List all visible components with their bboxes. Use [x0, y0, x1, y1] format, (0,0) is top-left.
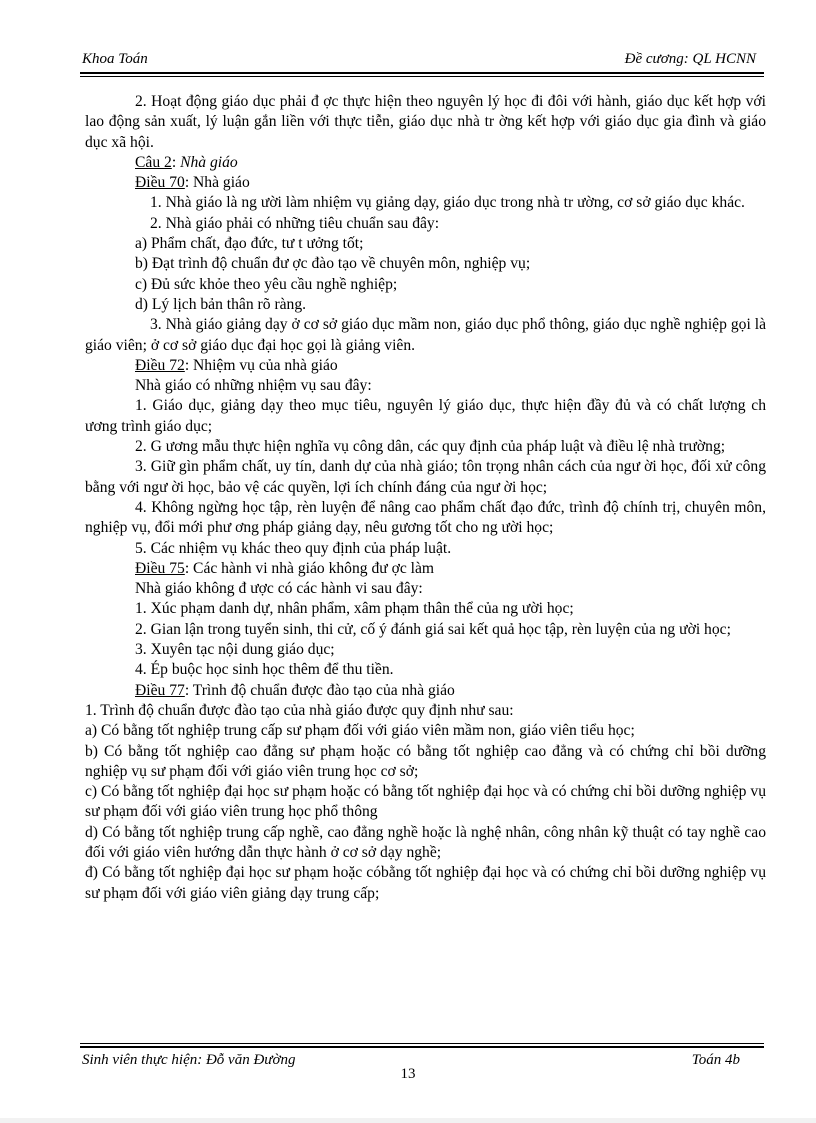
list-item: đ) Có bằng tốt nghiệp đại học sư phạm hoặc cóbằng tốt nghiệp đại học và có chứng chỉ bồi dưỡng nghiệp vụ sư phạm đối với giáo viên giảng dạy trung cấp; [85, 864, 766, 902]
heading-separator: : [171, 153, 181, 171]
page-header [80, 49, 764, 71]
list-item: c) Có bằng tốt nghiệp đại học sư phạm hoặc có bằng tốt nghiệp đại học và có chứng chỉ bồi dưỡng nghiệp vụ sư phạm đối với giáo viên trung học phổ thông [85, 783, 766, 821]
paragraph: 3. Nhà giáo giảng dạy ở cơ sở giáo dục mầm non, giáo dục phổ thông, giáo dục nghề nghiệp gọi là giáo viên; ở cơ sở giáo dục đại học gọi là giảng viên. [85, 316, 766, 354]
list-item: a) Phẩm chất, đạo đức, tư t ưởng tốt; [135, 235, 364, 253]
paragraph: 2. G ương mẫu thực hiện nghĩa vụ công dân, các quy định của pháp luật và điều lệ nhà trường; [135, 438, 726, 456]
list-item: d) Lý lịch bản thân rõ ràng. [135, 295, 307, 313]
list-item: 3. Xuyên tạc nội dung giáo dục; [135, 641, 335, 659]
article-title: : Các hành vi nhà giáo không đư ợc làm [184, 559, 435, 577]
article-label: Điều 72 [135, 356, 185, 374]
header-rule-thick [80, 72, 764, 74]
header-course-title: Đề cương: QL HCNN [624, 51, 756, 67]
document-body [85, 92, 766, 904]
heading-title: Nhà giáo [180, 153, 238, 171]
section-heading-cau-2 [85, 153, 766, 173]
article-heading-77 [85, 681, 766, 701]
article-title: : Trình độ chuẩn được đào tạo của nhà giáo [184, 681, 455, 699]
paragraph: 5. Các nhiệm vụ khác theo quy định của pháp luật. [135, 539, 452, 557]
paragraph: 2. Nhà giáo phải có những tiêu chuẩn sau đây: [150, 214, 440, 232]
list-item: 1. Xúc phạm danh dự, nhân phẩm, xâm phạm thân thể của ng ười học; [135, 600, 574, 618]
article-label: Điều 70 [135, 174, 185, 192]
paragraph: 1. Nhà giáo là ng ười làm nhiệm vụ giảng dạy, giáo dục trong nhà tr ường, cơ sở giáo dục khác. [150, 194, 745, 212]
header-department: Khoa Toán [82, 51, 148, 67]
article-heading-72 [85, 356, 766, 376]
list-item: b) Có bằng tốt nghiệp cao đẳng sư phạm hoặc có bằng tốt nghiệp cao đẳng và có chứng chỉ bồi dưỡng nghiệp vụ sư phạm đối với giáo viên trung học cơ sở; [85, 742, 766, 780]
article-title: : Nhiệm vụ của nhà giáo [184, 356, 338, 374]
list-item: a) Có bằng tốt nghiệp trung cấp sư phạm đối với giáo viên mầm non, giáo viên tiểu học; [85, 722, 635, 740]
article-label: Điều 75 [135, 559, 185, 577]
footer-class: Toán 4b [691, 1052, 740, 1068]
paragraph: Nhà giáo có những nhiệm vụ sau đây: [135, 377, 372, 395]
paragraph: 4. Không ngừng học tập, rèn luyện để nâng cao phẩm chất đạo đức, trình độ chính trị, chuyên môn, nghiệp vụ, đổi mới phư ơng pháp giảng dạy, nêu gương tốt cho ng ười học; [85, 498, 766, 537]
article-title: : Nhà giáo [184, 174, 250, 192]
list-item: b) Đạt trình độ chuẩn đư ợc đào tạo về chuyên môn, nghiệp vụ; [135, 255, 531, 273]
article-heading-70 [85, 173, 766, 193]
page-edge [0, 1118, 816, 1123]
page-number: 13 [400, 1066, 416, 1082]
header-rule-thin [80, 76, 764, 77]
article-label: Điều 77 [135, 681, 185, 699]
list-item: 4. Ép buộc học sinh học thêm để thu tiền. [135, 661, 394, 679]
paragraph: 3. Giữ gìn phẩm chất, uy tín, danh dự của nhà giáo; tôn trọng nhân cách của ngư ời học, đối xử công bằng với ngư ời học, bảo vệ các quyền, lợi ích chính đáng của ngư ời học; [85, 458, 766, 496]
footer-rule-thin [80, 1043, 764, 1044]
paragraph: 1. Trình độ chuẩn được đào tạo của nhà giáo được quy định như sau: [85, 701, 514, 719]
list-item: d) Có bằng tốt nghiệp trung cấp nghề, cao đẳng nghề hoặc là nghệ nhân, công nhân kỹ thuật có tay nghề cao đối với giáo viên hướng dẫn thực hành ở cơ sở dạy nghề; [85, 823, 766, 861]
list-item: c) Đủ sức khỏe theo yêu cầu nghề nghiệp; [135, 275, 398, 293]
footer-rule-thick [80, 1046, 764, 1048]
footer-author: Sinh viên thực hiện: Đỗ văn Đường [82, 1052, 296, 1068]
heading-label: Câu 2 [135, 153, 172, 171]
paragraph: 2. Hoạt động giáo dục phải đ ợc thực hiện theo nguyên lý học đi đôi với hành, giáo dục kết hợp với lao động sản xuất, lý luận gắn liền với thực tiễn, giáo dục nhà tr ờng kết hợp với giáo dục gia đình và giáo dục xã hội. [85, 93, 766, 151]
paragraph: Nhà giáo không đ ược có các hành vi sau đây: [135, 580, 423, 598]
article-heading-75 [85, 559, 766, 579]
paragraph: 1. Giáo dục, giảng dạy theo mục tiêu, nguyên lý giáo dục, thực hiện đầy đủ và có chất lượng ch ương trình giáo dục; [85, 397, 766, 435]
list-item: 2. Gian lận trong tuyển sinh, thi cử, cố ý đánh giá sai kết quả học tập, rèn luyện của ng ười học; [135, 620, 731, 638]
